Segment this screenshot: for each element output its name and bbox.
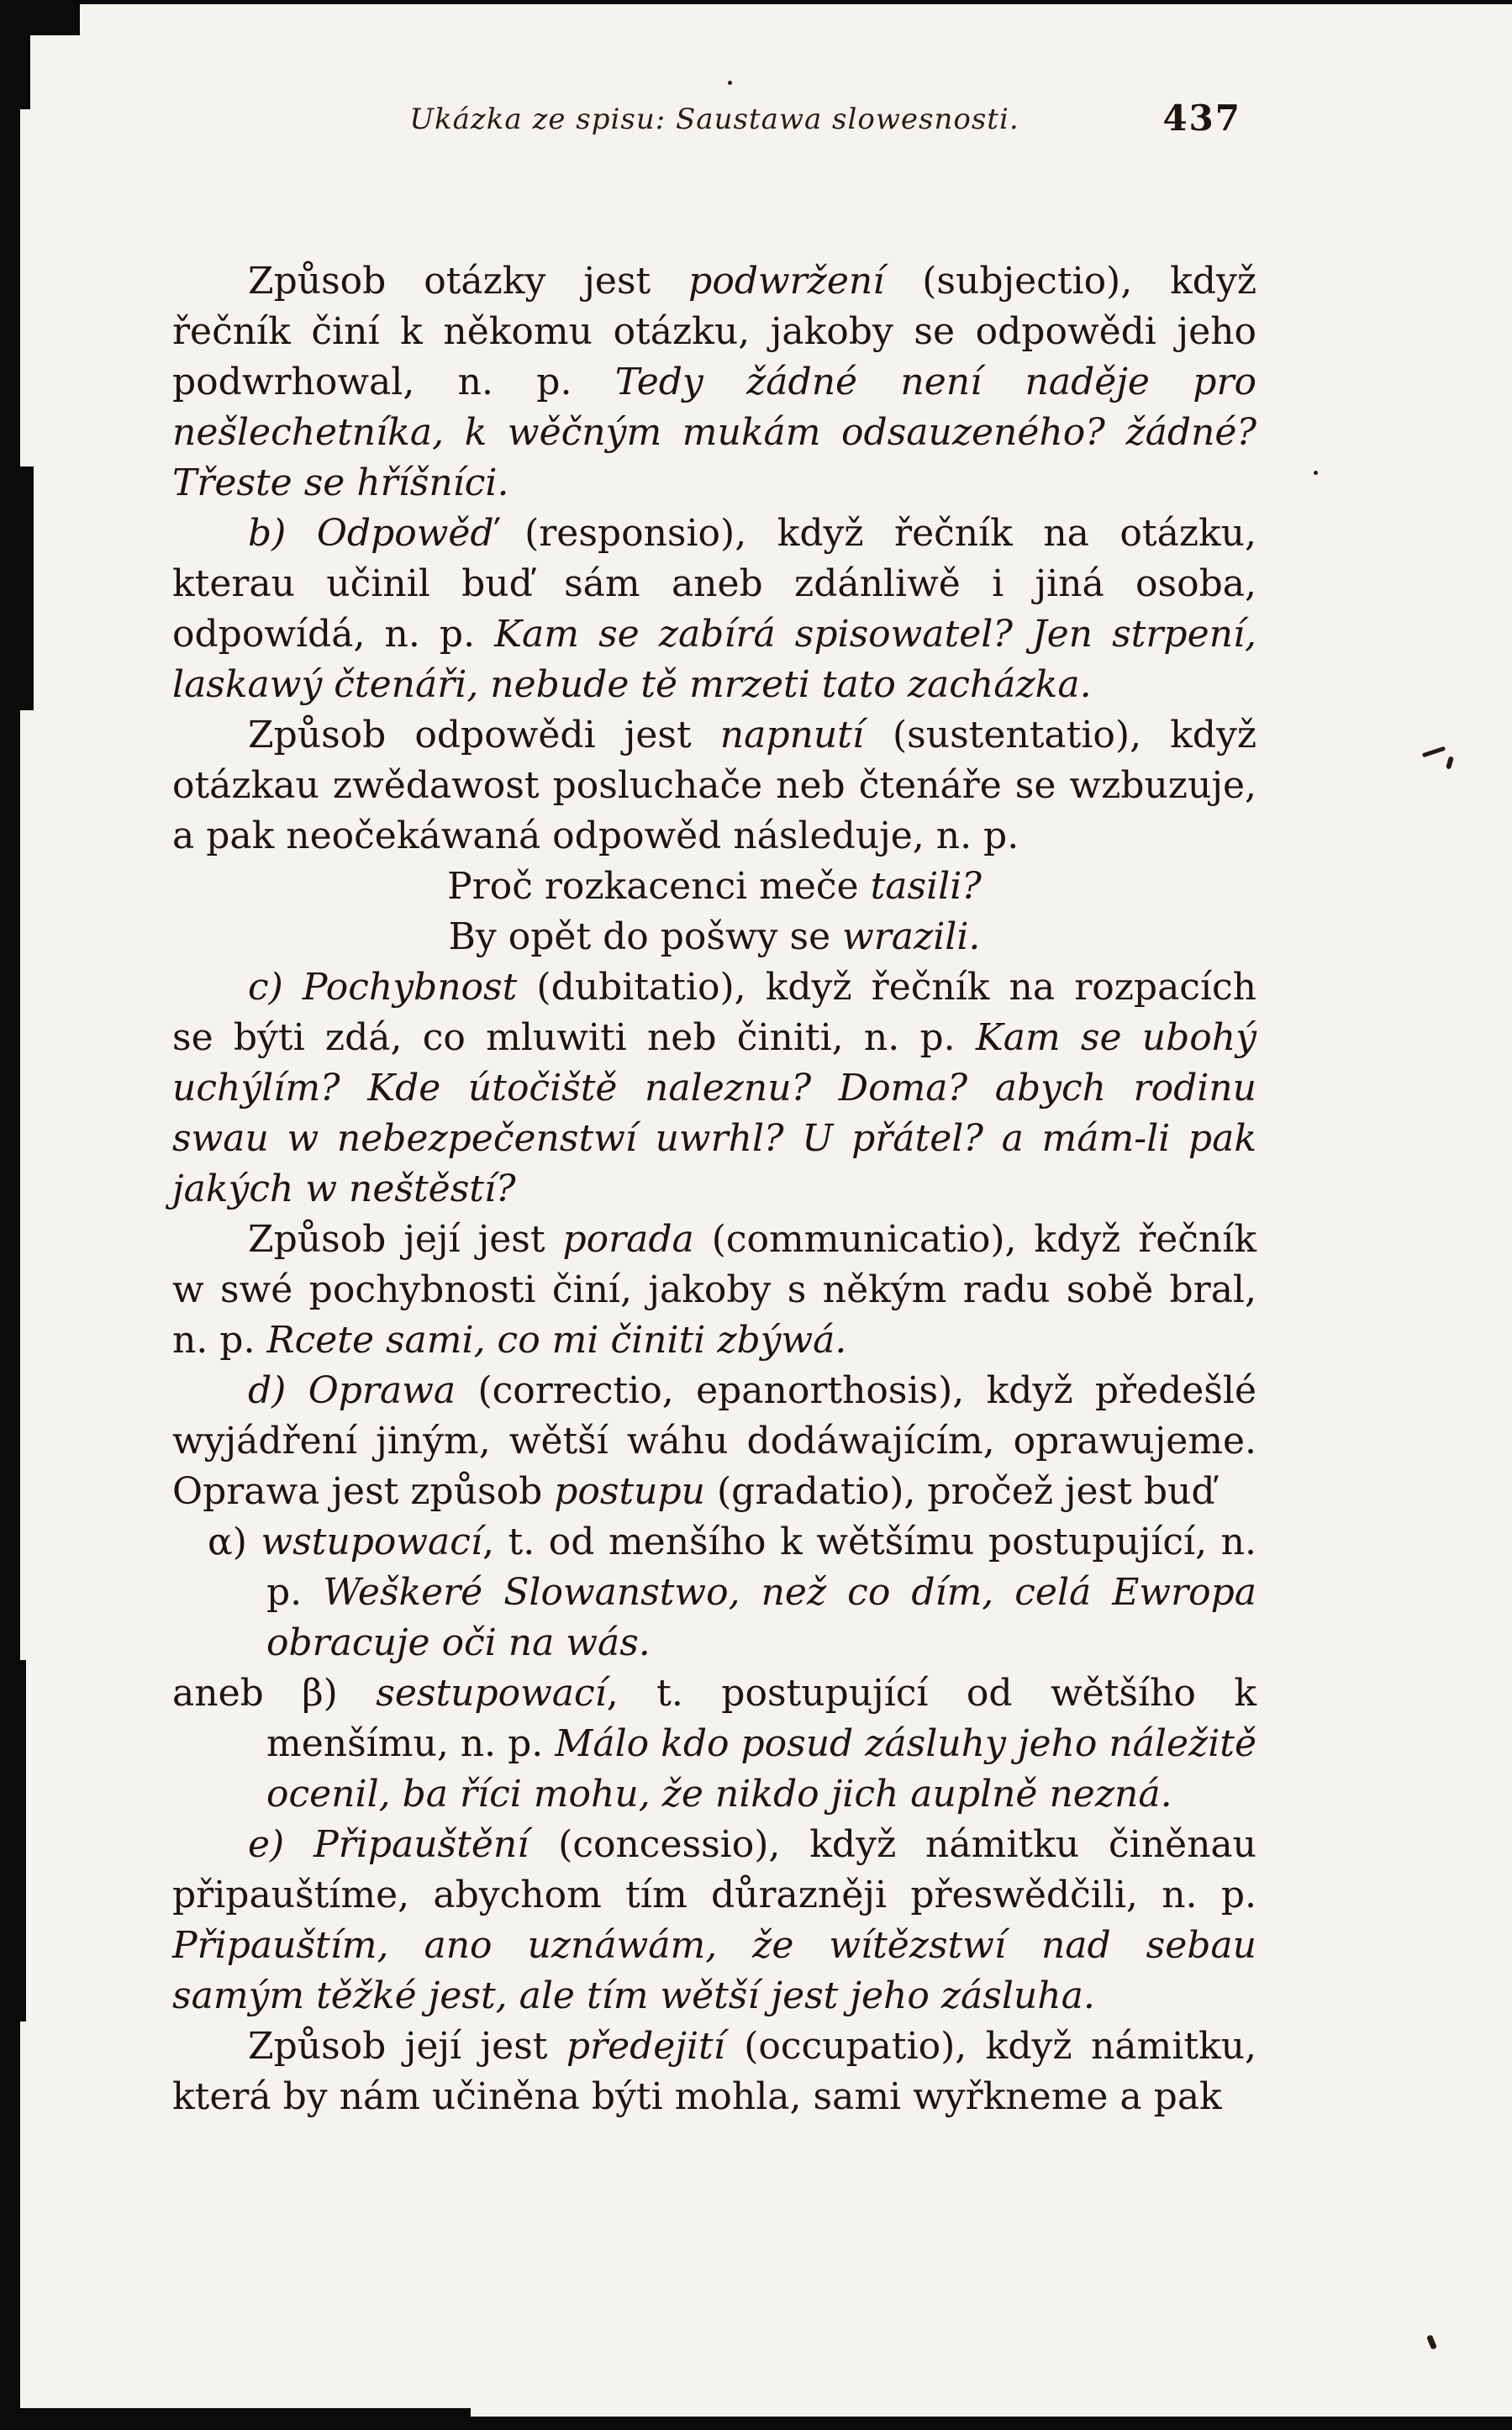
scan-top-edge bbox=[0, 0, 1512, 4]
text-run: Způsob její jest bbox=[248, 1218, 563, 1261]
text-run: Kam se ubohý uchýlím? Kde útočiště naleznu? Doma? abych rodinu swau w nebezpečenstwí uwrhl? U přátel? a mám-li pak jakých w neštěstí? bbox=[172, 1016, 1256, 1210]
text-run: (occupatio), když námitku, která by nám učiněna býti mohla, sami wyřkneme a pak bbox=[172, 2025, 1256, 2118]
paragraph bbox=[172, 1820, 1256, 2021]
scan-left-bar-segment bbox=[0, 466, 34, 710]
text-run: (sustentatio), když otázkau zwědawost posluchače neb čtenáře se wzbuzuje, a pak neočekáwaná odpowěd následuje, n. p. bbox=[172, 714, 1257, 857]
ink-speck bbox=[1314, 471, 1318, 475]
text-run: předejití bbox=[566, 2025, 725, 2068]
ink-speck bbox=[728, 81, 732, 85]
paragraph bbox=[172, 256, 1256, 509]
text-run: By opět do pošwy se bbox=[448, 915, 843, 958]
text-run: podwržení bbox=[688, 260, 885, 303]
text-run: napnutí bbox=[719, 714, 864, 756]
running-header-title: Ukázka ze spisu: Saustawa slowesnosti. bbox=[409, 103, 1019, 136]
running-header bbox=[172, 98, 1256, 146]
text-body bbox=[172, 256, 1256, 2122]
paragraph bbox=[172, 710, 1256, 862]
text-run: Kam se zabírá spisowatel? Jen strpení, laskawý čtenáři, nebude tě mrzeti tato zacházka. bbox=[172, 613, 1256, 706]
text-run: wrazili. bbox=[842, 915, 981, 958]
text-run: , t. od menšího k wětšímu postupující, n. p. bbox=[266, 1521, 1256, 1614]
text-run: e) Připauštění bbox=[248, 1823, 529, 1866]
ink-speck bbox=[1446, 756, 1454, 769]
text-run: d) Oprawa bbox=[248, 1369, 456, 1412]
text-run: b) Odpowěď bbox=[248, 512, 494, 555]
text-run: Rcete sami, co mi činiti zbýwá. bbox=[266, 1319, 847, 1362]
ink-speck bbox=[1426, 2334, 1437, 2349]
text-run: (concessio), když námitku činěnau připauštíme, abychom tím důrazněji přeswědčili, n. p. bbox=[172, 1823, 1256, 1916]
scan-top-left-corner bbox=[0, 0, 80, 35]
text-run: sestupowací bbox=[376, 1672, 607, 1715]
text-run: , t. postupující od wětšího k menšímu, n. p. bbox=[266, 1672, 1256, 1765]
ink-speck bbox=[1422, 746, 1446, 757]
text-run: (subjectio), když řečník činí k někomu otázku, jakoby se odpowědi jeho podwrhowal, n. p. bbox=[172, 260, 1257, 403]
text-run: Proč rozkacenci meče bbox=[447, 865, 871, 908]
paragraph bbox=[172, 862, 1256, 912]
text-run: (communicatio), když řečník w swé pochybnosti činí, jakoby s někým radu sobě bral, n. p. bbox=[172, 1218, 1256, 1362]
scan-bottom-edge-thick bbox=[0, 2408, 471, 2430]
paragraph bbox=[172, 1215, 1256, 1366]
text-run: wstupowací bbox=[261, 1521, 482, 1563]
paragraph bbox=[172, 509, 1256, 710]
paragraph bbox=[172, 1668, 1256, 1820]
text-run: Způsob odpowědi jest bbox=[248, 714, 720, 756]
text-run: Málo kdo posud zásluhy jeho náležitě ocenil, ba říci mohu, že nikdo jich auplně nezná. bbox=[266, 1722, 1256, 1816]
text-run: aneb β) bbox=[172, 1672, 377, 1715]
text-run: (dubitatio), když řečník na rozpacích se býti zdá, co mluwiti neb činiti, n. p. bbox=[172, 966, 1256, 1059]
text-run: (correctio, epanorthosis), když předešlé wyjádření jiným, wětší wáhu dodáwajícím, oprawujeme. Oprawa jest způsob bbox=[172, 1369, 1256, 1513]
text-run: postupu bbox=[554, 1470, 705, 1513]
text-run: Připauštím, ano uznáwám, že wítězstwí nad sebau samým těžké jest, ale tím wětší jest jeho zásluha. bbox=[172, 1924, 1256, 2017]
paragraph bbox=[172, 912, 1256, 962]
text-run: Weškeré Slowanstwo, než co dím, celá Ewropa obracuje oči na wás. bbox=[266, 1571, 1257, 1664]
paragraph bbox=[172, 1517, 1256, 1668]
text-run: Způsob otázky jest bbox=[248, 260, 689, 303]
scan-left-bar-segment bbox=[0, 1660, 26, 2021]
paragraph bbox=[172, 2021, 1256, 2122]
text-run: porada bbox=[562, 1218, 694, 1261]
text-run: Tedy žádné není naděje pro nešlechetníka, k wěčným mukám odsauzeného? žádné? Třeste se hříšníci. bbox=[172, 361, 1256, 504]
text-run: c) Pochybnost bbox=[248, 966, 518, 1009]
text-run: Způsob její jest bbox=[248, 2025, 566, 2068]
text-run: (responsio), když řečník na otázku, kterau učinil buď sám aneb zdánliwě i jiná osoba, odpowídá, n. p. bbox=[172, 512, 1256, 656]
paragraph bbox=[172, 1366, 1256, 1517]
page-number: 437 bbox=[1162, 98, 1241, 139]
paragraph bbox=[172, 962, 1256, 1215]
text-run: tasili? bbox=[870, 865, 982, 908]
scan-left-bar bbox=[0, 0, 20, 2430]
text-run: α) bbox=[208, 1521, 261, 1563]
text-run: (gradatio), pročež jest buď bbox=[705, 1470, 1215, 1513]
